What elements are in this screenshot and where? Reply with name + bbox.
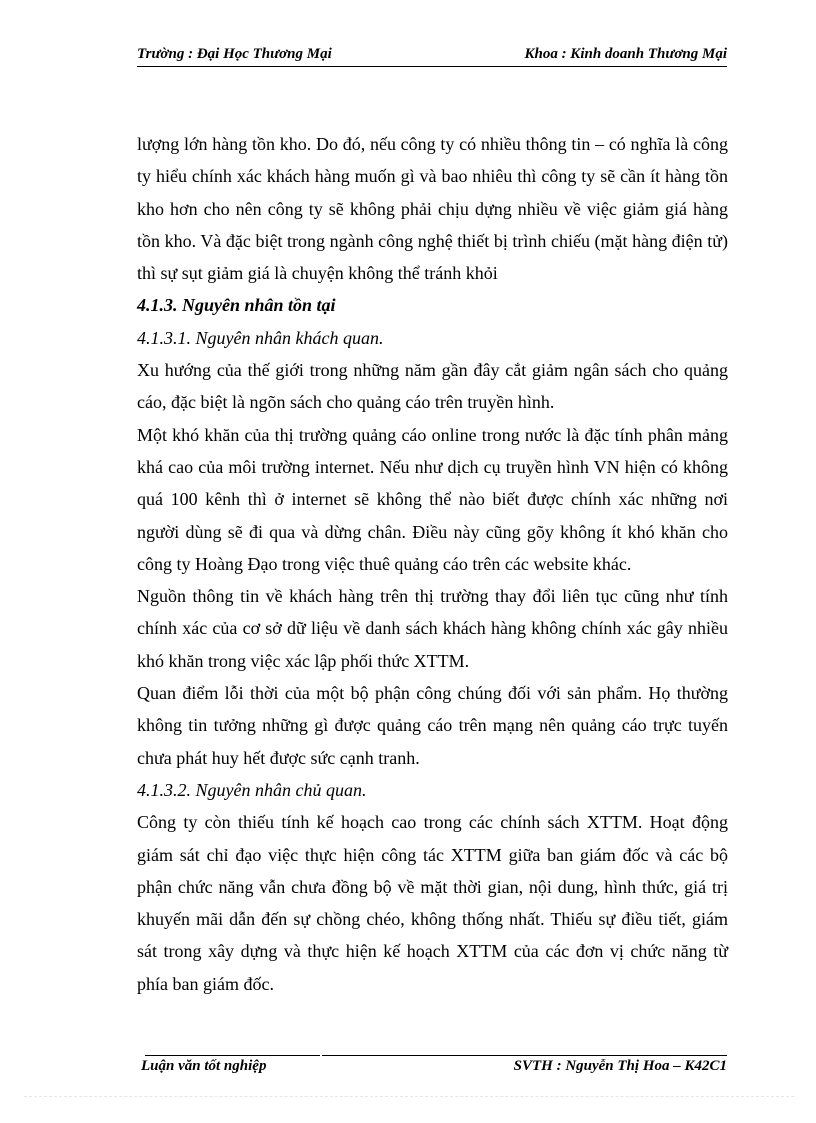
footer-divider-left (145, 1055, 320, 1056)
footer-divider-right (322, 1055, 727, 1056)
document-body (137, 128, 728, 1000)
footer-student-info: SVTH : Nguyễn Thị Hoa – K42C1 (513, 1058, 727, 1074)
paragraph-budget-trend: Xu hướng của thế giới trong những năm gần đây cắt giảm ngân sách cho quảng cáo, đặc biệt là ngõn sách cho quảng cáo trên truyền hình. (137, 360, 728, 413)
header-school: Trường : Đại Học Thương Mại (137, 46, 332, 62)
subsection-heading-4-1-3-1: 4.1.3.1. Nguyên nhân khách quan. (137, 327, 384, 348)
header-divider (137, 66, 727, 67)
paragraph-public-opinion: Quan điểm lỗi thời của một bộ phận công chúng đối với sản phẩm. Họ thường không tin tưởng những gì được quảng cáo trên mạng nên quảng cáo trực tuyến chưa phát huy hết được sức cạnh tranh. (137, 683, 728, 768)
page-footer (137, 1058, 727, 1080)
paragraph-inventory: lượng lớn hàng tồn kho. Do đó, nếu công ty có nhiều thông tin – có nghĩa là công ty hiểu chính xác khách hàng muốn gì và bao nhiêu thì công ty sẽ cần ít hàng tồn kho hơn cho nên công ty sẽ không phải chịu dựng nhiều về việc giảm giá hàng tồn kho. Và đặc biệt trong ngành công nghệ thiết bị trình chiếu (mặt hàng điện tử) thì sự sụt giảm giá là chuyện không thể tránh khỏi (137, 134, 728, 284)
page-header (137, 46, 727, 68)
header-faculty: Khoa : Kinh doanh Thương Mại (524, 46, 727, 62)
paragraph-online-market: Một khó khăn của thị trường quảng cáo online trong nước là đặc tính phân mảng khá cao của môi trường internet. Nếu như dịch cụ truyền hình VN hiện có không quá 100 kênh thì ở internet sẽ không thể nào biết được chính xác những nơi người dùng sẽ đi qua và dừng chân. Điều này cũng gõy không ít khó khăn cho công ty Hoàng Đạo trong việc thuê quảng cáo trên các website khác. (137, 424, 728, 574)
paragraph-customer-info: Nguồn thông tin về khách hàng trên thị trường thay đổi liên tục cũng như tính chính xác của cơ sở dữ liệu về danh sách khách hàng không chính xác gây nhiều khó khăn trong việc xác lập phối thức XTTM. (137, 586, 728, 671)
footer-thesis-label: Luận văn tốt nghiệp (141, 1058, 267, 1074)
page-bottom-edge (24, 1096, 794, 1097)
paragraph-planning: Công ty còn thiếu tính kế hoạch cao trong các chính sách XTTM. Hoạt động giám sát chỉ đạo việc thực hiện công tác XTTM giữa ban giám đốc và các bộ phận chức năng vẫn chưa đồng bộ về mặt thời gian, nội dung, hình thức, giá trị khuyến mãi dẫn đến sự chồng chéo, không thống nhất. Thiếu sự điều tiết, giám sát trong xây dựng và thực hiện kế hoạch XTTM của các đơn vị chức năng từ phía ban giám đốc. (137, 812, 728, 994)
section-heading-4-1-3: 4.1.3. Nguyên nhân tồn tại (137, 295, 336, 316)
subsection-heading-4-1-3-2: 4.1.3.2. Nguyên nhân chủ quan. (137, 779, 367, 800)
